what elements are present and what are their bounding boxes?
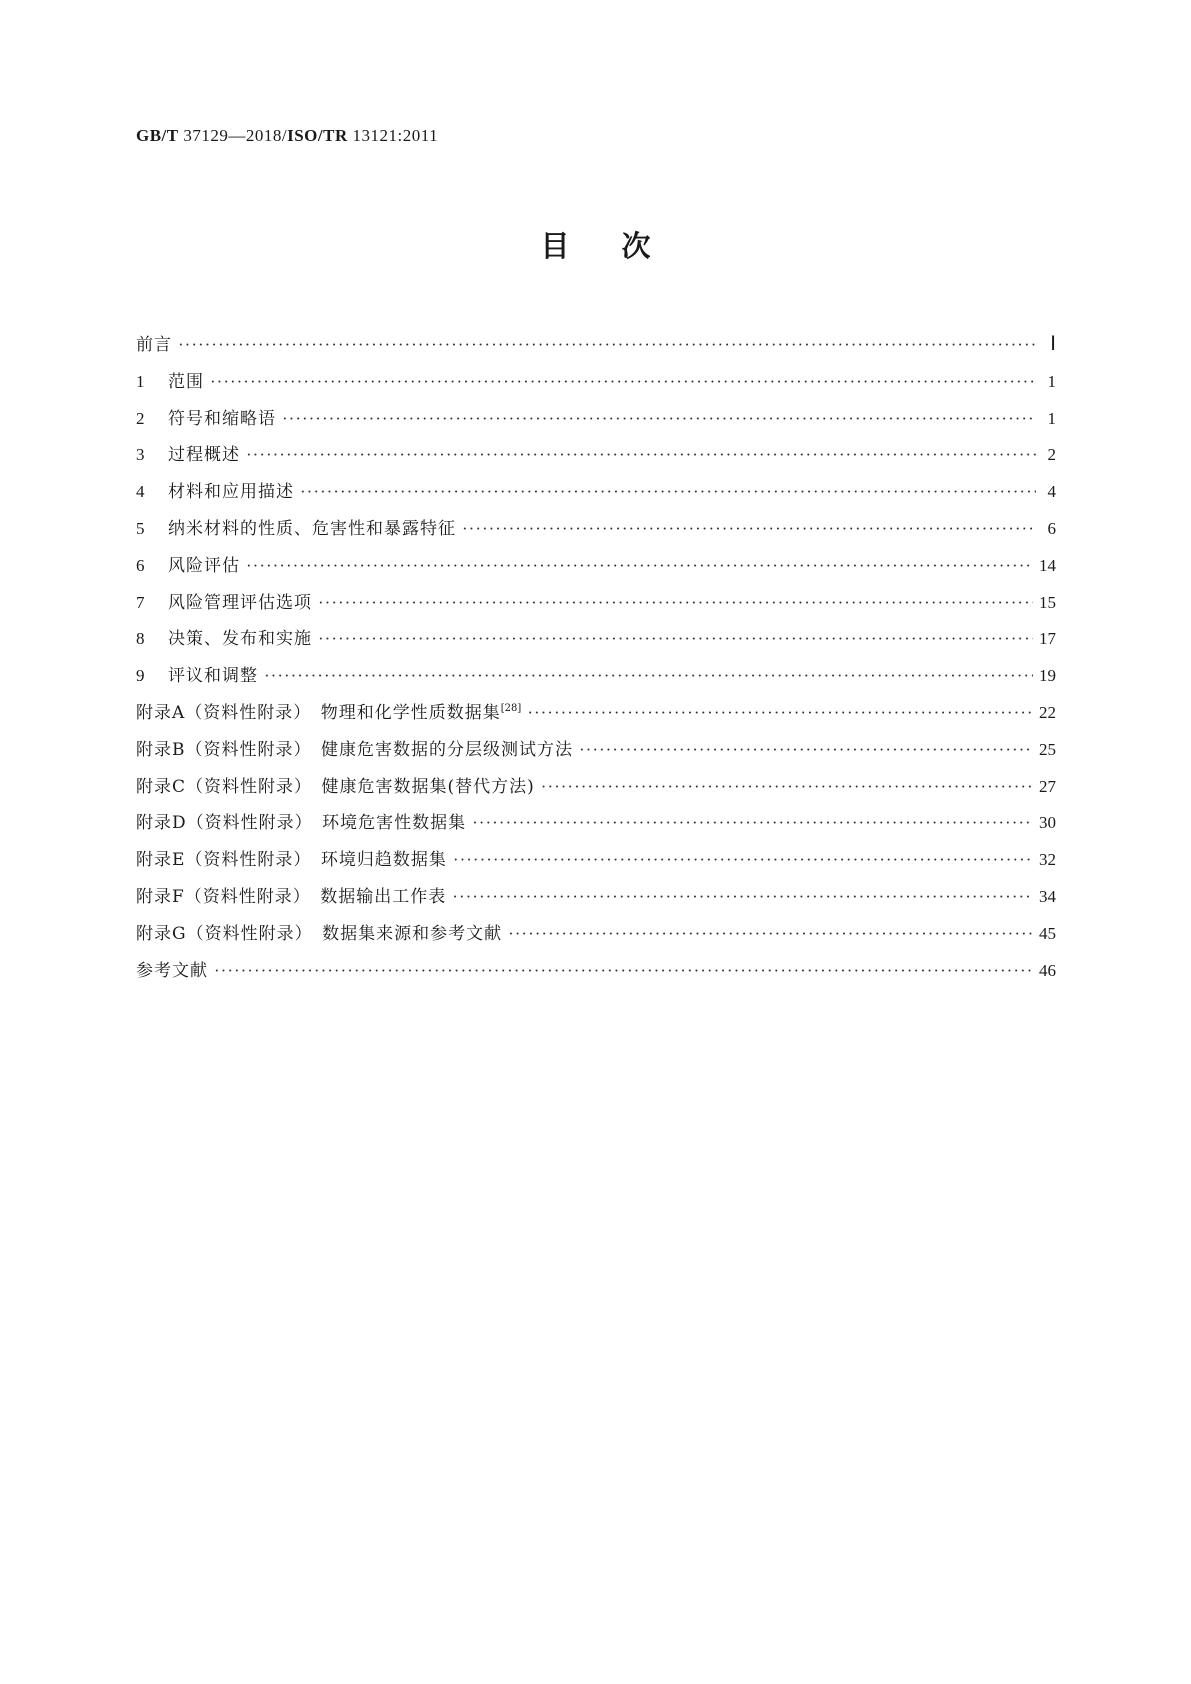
toc-entry[interactable] bbox=[136, 330, 1056, 367]
toc-entry-page: 30 bbox=[1039, 813, 1056, 833]
toc-entry-label bbox=[168, 440, 240, 465]
standard-number: 37129—2018/ bbox=[183, 126, 288, 145]
toc-entry[interactable] bbox=[136, 477, 1056, 514]
toc-entry[interactable] bbox=[136, 919, 1056, 956]
toc-entry-label bbox=[168, 477, 294, 502]
toc-entry-label-text: 风险评估 bbox=[168, 555, 240, 576]
toc-entry[interactable] bbox=[136, 956, 1056, 993]
toc-entry-label-text: 过程概述 bbox=[168, 445, 240, 466]
toc-entry-leader-dots bbox=[210, 372, 1036, 392]
toc-entry-label bbox=[168, 514, 456, 539]
toc-entry-label bbox=[168, 661, 258, 686]
toc-entry-page: 32 bbox=[1039, 850, 1056, 870]
toc-entry[interactable] bbox=[136, 551, 1056, 588]
toc-entry-label-text: 参考文献 bbox=[136, 960, 208, 981]
toc-entry-leader-dots bbox=[462, 519, 1036, 539]
toc-entry-number: 7 bbox=[136, 592, 145, 612]
toc-entry-page: 1 bbox=[1047, 371, 1056, 391]
toc-entry-page: 2 bbox=[1047, 445, 1056, 465]
toc-entry-label bbox=[136, 882, 446, 907]
toc-entry-label bbox=[168, 624, 312, 649]
toc-entry[interactable] bbox=[136, 772, 1056, 809]
toc-entry-number: 5 bbox=[136, 518, 145, 538]
toc-entry-label bbox=[136, 919, 502, 944]
toc-entry-page: 34 bbox=[1039, 886, 1056, 906]
toc-entry-label-text: 附录F（资料性附录） 数据输出工作表 bbox=[136, 886, 447, 907]
toc-entry-leader-dots bbox=[246, 445, 1036, 465]
toc-entry-page: 6 bbox=[1047, 518, 1056, 538]
toc-entry[interactable] bbox=[136, 514, 1056, 551]
toc-entry[interactable] bbox=[136, 440, 1056, 477]
toc-entry-label-text: 附录D（资料性附录） 环境危害性数据集 bbox=[136, 813, 467, 834]
toc-entry-label-text: 附录C（资料性附录） 健康危害数据集(替代方法) bbox=[136, 776, 535, 797]
toc-entry-number: 8 bbox=[136, 629, 145, 649]
toc-entry-leader-dots bbox=[453, 850, 1033, 870]
toc-entry-page: 17 bbox=[1039, 629, 1056, 649]
toc-entry-label-text: 决策、发布和实施 bbox=[168, 629, 312, 650]
title-char-2: 次 bbox=[621, 229, 651, 263]
toc-entry-page: 25 bbox=[1039, 739, 1056, 759]
toc-entry-label bbox=[136, 845, 447, 870]
toc-entry[interactable] bbox=[136, 404, 1056, 441]
toc-entry-leader-dots bbox=[508, 924, 1033, 944]
toc-entry-page: 15 bbox=[1039, 592, 1056, 612]
toc-entry-label-text: 材料和应用描述 bbox=[168, 482, 294, 503]
toc-entry-label-text: 前言 bbox=[136, 335, 172, 355]
toc-entry-number: 2 bbox=[136, 408, 145, 428]
toc-entry-page: Ⅰ bbox=[1050, 333, 1056, 355]
toc-entry-label-text: 风险管理评估选项 bbox=[168, 592, 312, 613]
toc-entry-number: 6 bbox=[136, 555, 145, 575]
toc-entry-leader-dots bbox=[452, 887, 1033, 907]
toc-entry-page: 14 bbox=[1039, 555, 1056, 575]
toc-entry-label-text: 符号和缩略语 bbox=[168, 408, 276, 429]
toc-entry[interactable] bbox=[136, 845, 1056, 882]
toc-entry-label bbox=[136, 330, 172, 355]
toc-entry-page: 45 bbox=[1039, 923, 1056, 943]
toc-entry-leader-dots bbox=[541, 777, 1033, 797]
toc-entry-label-text: 纳米材料的性质、危害性和暴露特征 bbox=[168, 518, 456, 539]
toc-entry[interactable] bbox=[136, 661, 1056, 698]
toc-entry-label bbox=[136, 735, 573, 760]
toc-entry[interactable] bbox=[136, 588, 1056, 625]
toc-entry-label bbox=[168, 404, 276, 429]
toc-entry-page: 27 bbox=[1039, 776, 1056, 796]
toc-entry-label bbox=[136, 698, 521, 723]
toc-entry-leader-dots bbox=[282, 409, 1036, 429]
toc-entry-reference: [28] bbox=[500, 702, 522, 714]
iso-prefix: ISO/TR bbox=[287, 126, 348, 145]
standard-header bbox=[136, 126, 438, 146]
toc-entry-number: 4 bbox=[136, 482, 145, 502]
toc-entry[interactable] bbox=[136, 735, 1056, 772]
toc-entry-label bbox=[136, 808, 466, 833]
toc-entry-page: 46 bbox=[1039, 960, 1056, 980]
toc-entry-page: 1 bbox=[1047, 408, 1056, 428]
toc-entry-label bbox=[136, 956, 208, 981]
toc-entry-leader-dots bbox=[318, 629, 1033, 649]
toc-entry-page: 19 bbox=[1039, 666, 1056, 686]
toc-entry-number: 9 bbox=[136, 666, 145, 686]
toc-entry-leader-dots bbox=[579, 740, 1033, 760]
standard-prefix: GB/T bbox=[136, 126, 179, 145]
toc-entry[interactable] bbox=[136, 882, 1056, 919]
toc-entry-label-text: 附录A（资料性附录） 物理和化学性质数据集 bbox=[136, 702, 501, 723]
toc-entry-label-text: 附录G（资料性附录） 数据集来源和参考文献 bbox=[136, 923, 503, 944]
toc-entry-label-text: 评议和调整 bbox=[168, 666, 258, 687]
toc-entry-leader-dots bbox=[264, 666, 1033, 686]
toc-entry[interactable] bbox=[136, 698, 1056, 735]
toc-entry-leader-dots bbox=[300, 482, 1036, 502]
toc-entry-label-text: 附录B（资料性附录） 健康危害数据的分层级测试方法 bbox=[136, 739, 573, 760]
toc-entry-label bbox=[168, 367, 204, 392]
iso-number: 13121:2011 bbox=[352, 126, 439, 145]
toc-entry[interactable] bbox=[136, 624, 1056, 661]
toc-entry-label bbox=[168, 551, 240, 576]
toc-entry-leader-dots bbox=[527, 703, 1033, 723]
title-char-1: 目 bbox=[540, 229, 570, 263]
toc-entry[interactable] bbox=[136, 367, 1056, 404]
toc-entry-label bbox=[136, 772, 535, 797]
toc-entry-leader-dots bbox=[214, 961, 1033, 981]
toc-entry-label-text: 范围 bbox=[168, 371, 204, 392]
toc-entry-page: 4 bbox=[1047, 482, 1056, 502]
toc-entry[interactable] bbox=[136, 808, 1056, 845]
toc-entry-label bbox=[168, 588, 312, 613]
toc-entry-page: 22 bbox=[1039, 702, 1056, 722]
toc-entry-leader-dots bbox=[178, 335, 1036, 355]
table-of-contents bbox=[136, 330, 1056, 992]
toc-entry-leader-dots bbox=[246, 556, 1033, 576]
toc-entry-leader-dots bbox=[318, 593, 1033, 613]
toc-entry-label-text: 附录E（资料性附录） 环境归趋数据集 bbox=[136, 850, 447, 871]
toc-entry-number: 3 bbox=[136, 445, 145, 465]
page-title bbox=[0, 226, 1191, 266]
toc-entry-number: 1 bbox=[136, 371, 145, 391]
toc-entry-leader-dots bbox=[472, 813, 1033, 833]
